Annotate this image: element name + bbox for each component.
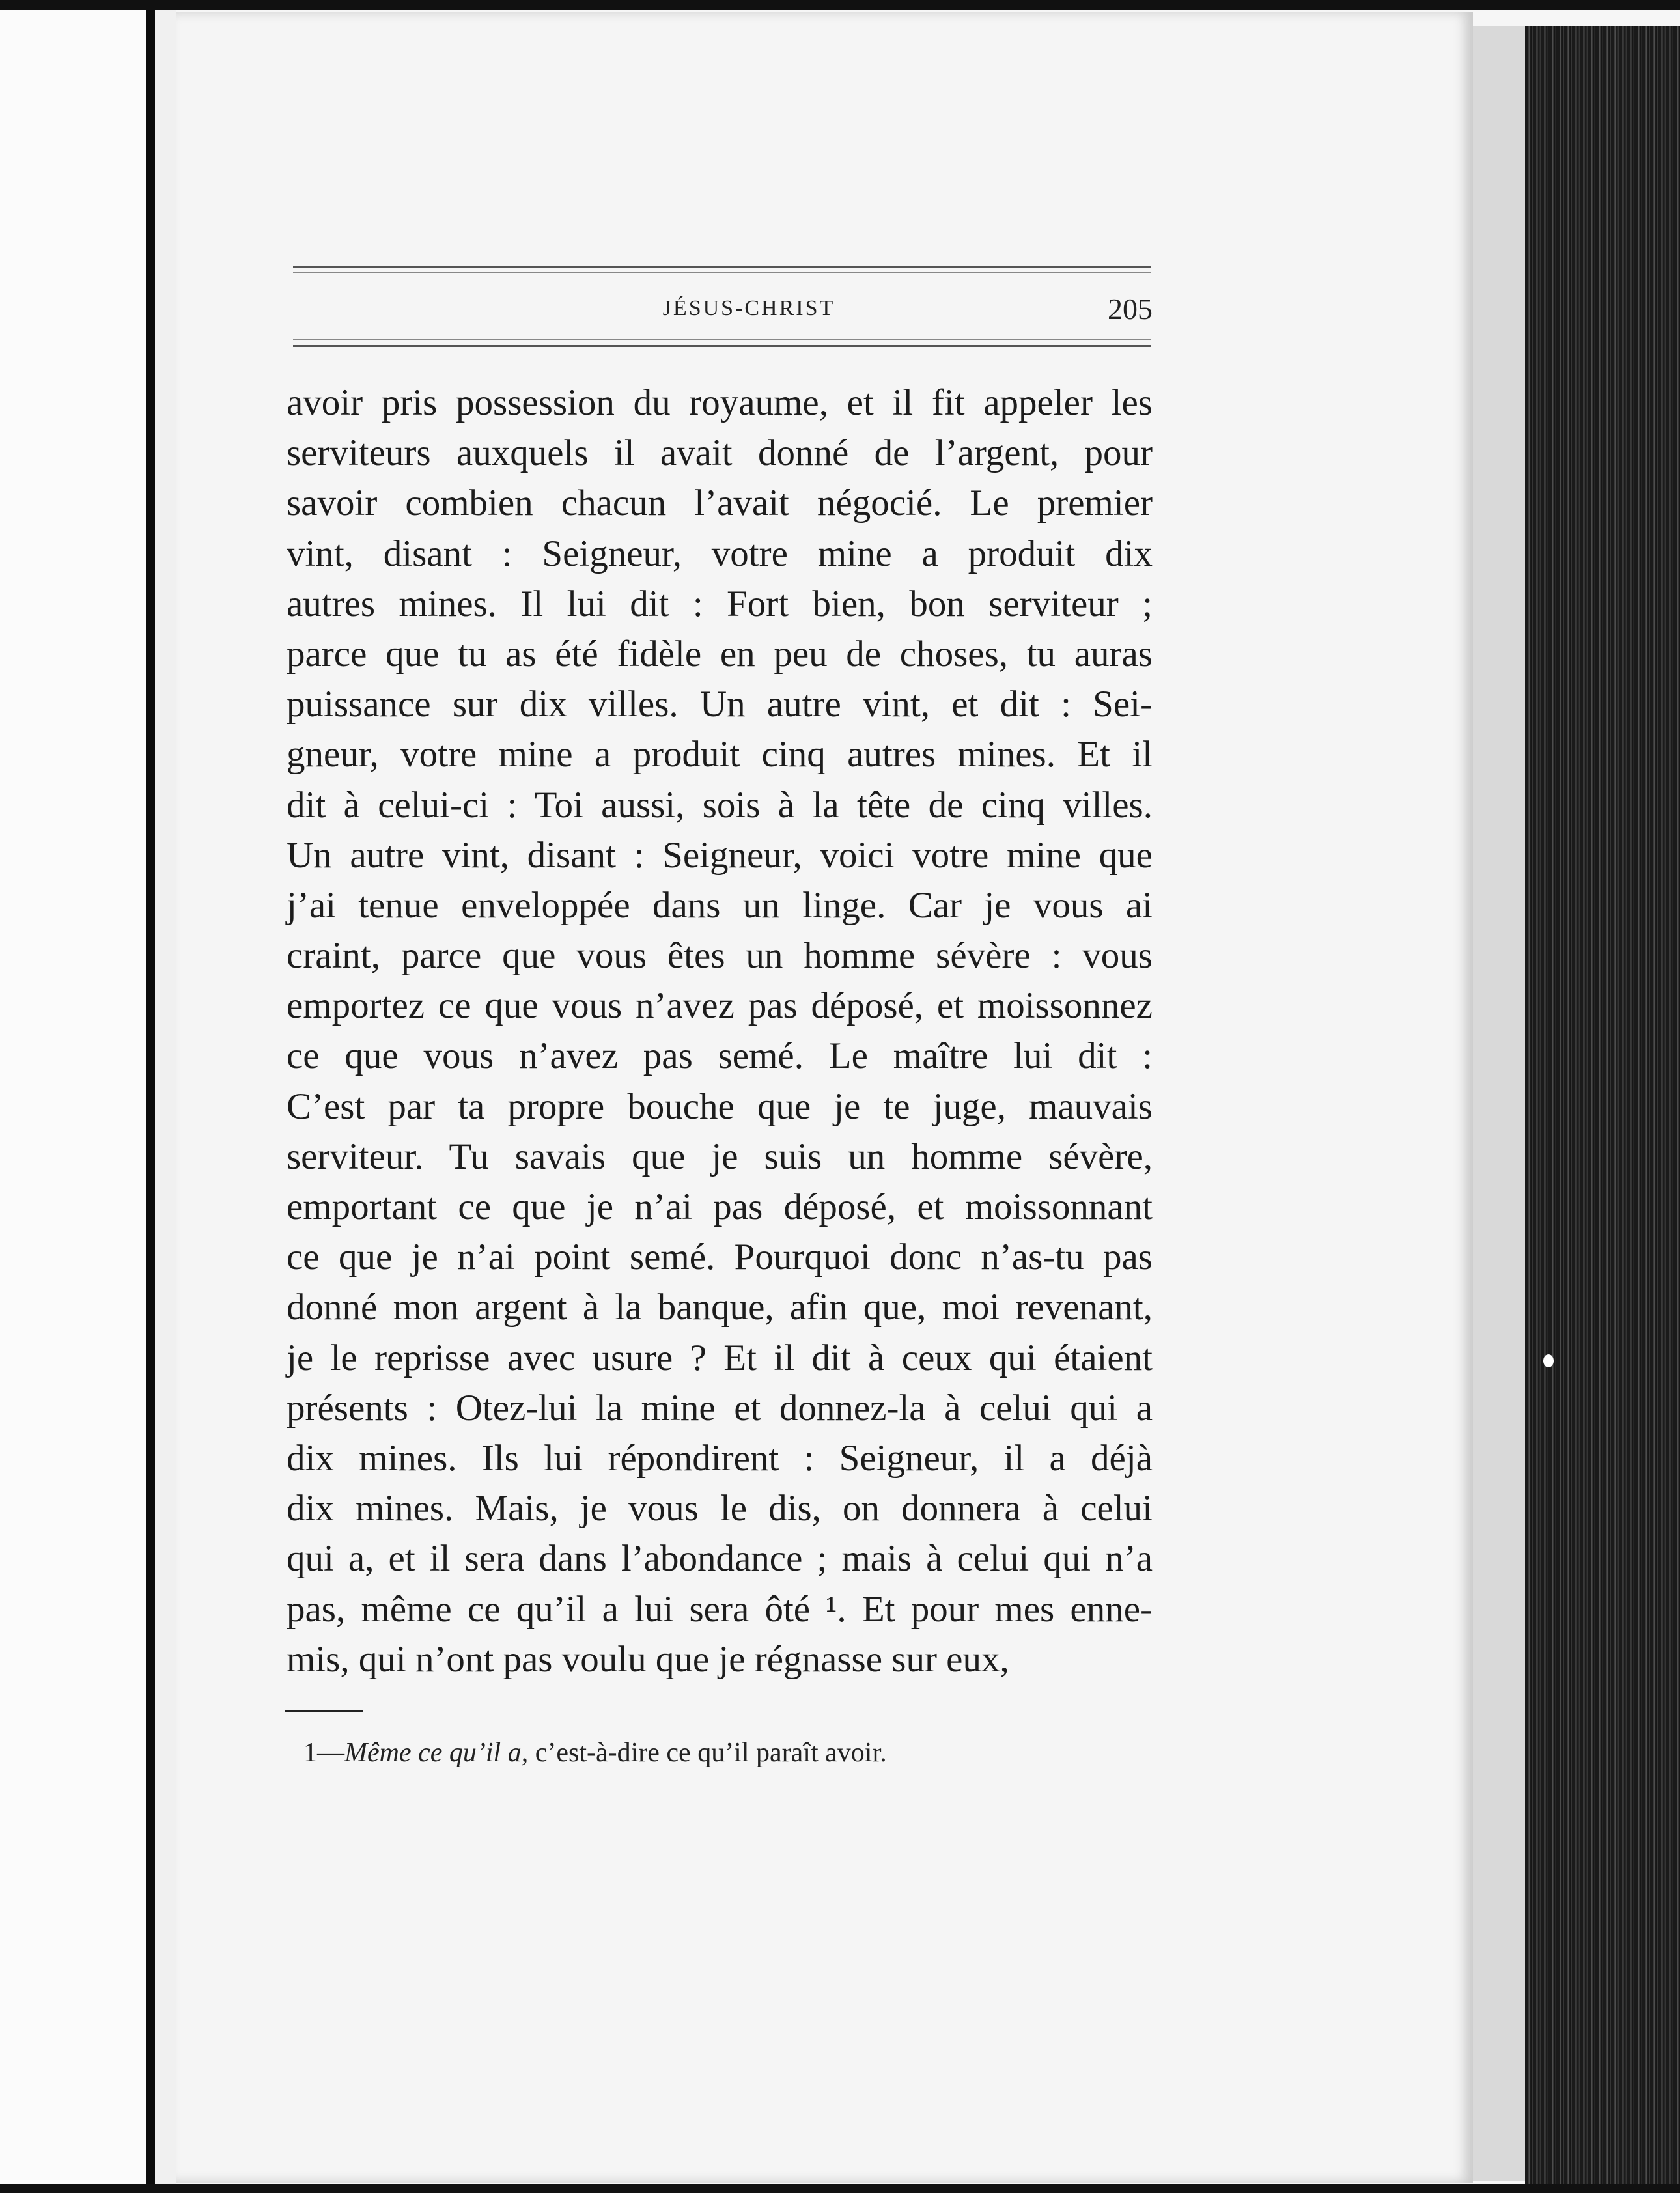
text-line: mis, qui n’ont pas voulu que je régnasse sur eux, — [287, 1638, 1009, 1680]
text-line: présents : Otez-lui la mine et donnez-la à celui qui a — [287, 1387, 1153, 1429]
body-text — [287, 378, 1153, 1684]
text-line: avoir pris possession du royaume, et il fit appeler les — [287, 382, 1153, 423]
text-line: qui a, et il sera dans l’abondance ; mais à celui qui n’a — [287, 1538, 1153, 1580]
page-stack-edges — [1525, 26, 1680, 2184]
left-page-edge — [0, 10, 146, 2184]
text-line: puissance sur dix villes. Un autre vint, et dit : Sei- — [287, 684, 1153, 725]
text-line: dix mines. Mais, je vous le dis, on donnera à celui — [287, 1488, 1153, 1530]
gutter — [155, 10, 176, 2184]
book-spine-shadow — [146, 10, 155, 2184]
text-line: emportez ce que vous n’avez pas déposé, et moissonnez — [287, 985, 1153, 1027]
text-line: emportant ce que je n’ai pas déposé, et moissonnant — [287, 1186, 1153, 1227]
header-rule-bottom — [293, 345, 1151, 347]
footnote-rule — [285, 1710, 363, 1712]
scan-speck — [1543, 1354, 1554, 1367]
text-line: serviteurs auxquels il avait donné de l’argent, pour — [287, 432, 1153, 474]
text-line: donné mon argent à la banque, afin que, moi revenant, — [287, 1287, 1153, 1328]
text-line: C’est par ta propre bouche que je te juge, mauvais — [287, 1085, 1153, 1127]
footnote-marker: 1— — [303, 1738, 344, 1768]
page-number: 205 — [1108, 292, 1153, 326]
text-line: j’ai tenue enveloppée dans un linge. Car je vous ai — [287, 884, 1153, 926]
running-title: JÉSUS-CHRIST — [662, 296, 835, 320]
text-line: vint, disant : Seigneur, votre mine a produit dix — [287, 533, 1153, 574]
header-rule-top — [293, 266, 1151, 268]
text-line: autres mines. Il lui dit : Fort bien, bon serviteur ; — [287, 583, 1153, 624]
text-line: Un autre vint, disant : Seigneur, voici votre mine que — [287, 834, 1153, 876]
text-line: gneur, votre mine a produit cinq autres mines. Et il — [287, 734, 1153, 775]
text-line: ce que vous n’avez pas semé. Le maître lui dit : — [287, 1035, 1153, 1077]
text-line: pas, même ce qu’il a lui sera ôté ¹. Et pour mes enne- — [287, 1588, 1153, 1630]
footnote — [303, 1735, 1150, 1771]
text-line: savoir combien chacun l’avait négocié. Le premier — [287, 482, 1153, 524]
footnote-italic-text: Même ce qu’il a, — [344, 1738, 529, 1768]
scan-top-border — [0, 0, 1680, 10]
header-rule-bottom-thin — [293, 339, 1151, 340]
text-line: je le reprisse avec usure ? Et il dit à ceux qui étaient — [287, 1337, 1153, 1378]
text-line: dix mines. Ils lui répondirent : Seigneur, il a déjà — [287, 1437, 1153, 1479]
text-line: ce que je n’ai point semé. Pourquoi donc n’as-tu pas — [287, 1236, 1153, 1278]
footnote-text: c’est-à-dire ce qu’il paraît avoir. — [528, 1738, 887, 1768]
scan-bottom-border — [0, 2184, 1680, 2193]
text-line: craint, parce que vous êtes un homme sévère : vous — [287, 935, 1153, 977]
header-rule-top-thin — [293, 272, 1151, 273]
text-line: parce que tu as été fidèle en peu de choses, tu auras — [287, 633, 1153, 675]
text-line: dit à celui-ci : Toi aussi, sois à la tête de cinq villes. — [287, 784, 1153, 826]
text-line: serviteur. Tu savais que je suis un homme sévère, — [287, 1136, 1153, 1177]
page-edge — [1473, 26, 1525, 2181]
